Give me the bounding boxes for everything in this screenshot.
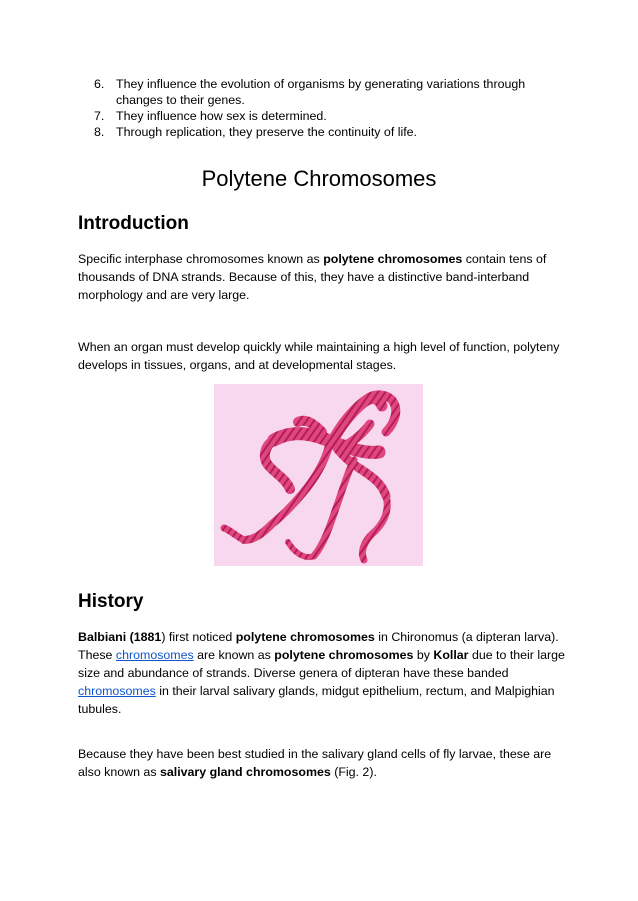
page-title: Polytene Chromosomes xyxy=(201,166,437,191)
introduction-paragraph-2: When an organ must develop quickly while maintaining a high level of function, polyteny develops in tissues, organs, and at developmental stages. xyxy=(78,340,560,372)
list-number: 8. xyxy=(94,125,105,139)
text-run: in Chironomus (a dipteran larva). These xyxy=(78,630,559,662)
chromosomes-link[interactable]: chromosomes xyxy=(115,648,194,662)
list-item xyxy=(78,76,568,108)
polytene-chromosome-image xyxy=(214,384,423,566)
text-run: by xyxy=(413,648,434,662)
text-run: contain tens of thousands of DNA strands. Because of this, they have a distinctive band-interband morphology and are very large. xyxy=(78,252,547,302)
history-paragraph-2 xyxy=(78,745,566,781)
bold-term: polytene chromosomes xyxy=(235,630,375,644)
text-run: (Fig. 2). xyxy=(330,765,377,779)
list-text: Through replication, they preserve the continuity of life. xyxy=(116,125,417,139)
chromosomes-link[interactable]: chromosomes xyxy=(78,684,156,698)
text-run: Because they have been best studied in the salivary gland cells of fly larvae, these are also known as xyxy=(78,747,552,779)
text-run: Specific interphase chromosomes known as xyxy=(78,252,324,266)
text-run: are known as xyxy=(193,648,275,662)
list-item xyxy=(78,108,568,124)
list-number: 7. xyxy=(94,109,105,123)
bold-term: Kollar xyxy=(433,648,469,662)
bold-term: polytene chromosomes xyxy=(323,252,463,266)
list-text: They influence how sex is determined. xyxy=(116,109,327,123)
bold-term: salivary gland chromosomes xyxy=(159,765,331,779)
history-paragraph-1 xyxy=(78,628,566,718)
numbered-list xyxy=(78,76,568,140)
introduction-paragraph-1 xyxy=(78,250,566,304)
list-text: They influence the evolution of organisms by generating variations through changes to their genes. xyxy=(116,77,526,107)
bold-term: polytene chromosomes xyxy=(274,648,414,662)
introduction-heading: Introduction xyxy=(78,213,189,234)
text-run: in their larval salivary glands, midgut epithelium, rectum, and Malpighian tubules. xyxy=(78,684,555,716)
text-run: ) first noticed xyxy=(161,630,236,644)
list-item xyxy=(78,124,568,140)
list-number: 6. xyxy=(94,77,105,91)
text-run: due to their large size and abundance of strands. Diverse genera of dipteran have these banded xyxy=(78,648,565,680)
bold-term: Balbiani (1881 xyxy=(78,630,162,644)
chromosome-strands xyxy=(224,395,396,560)
chromosome-drawing xyxy=(214,384,423,566)
history-heading: History xyxy=(78,591,144,612)
